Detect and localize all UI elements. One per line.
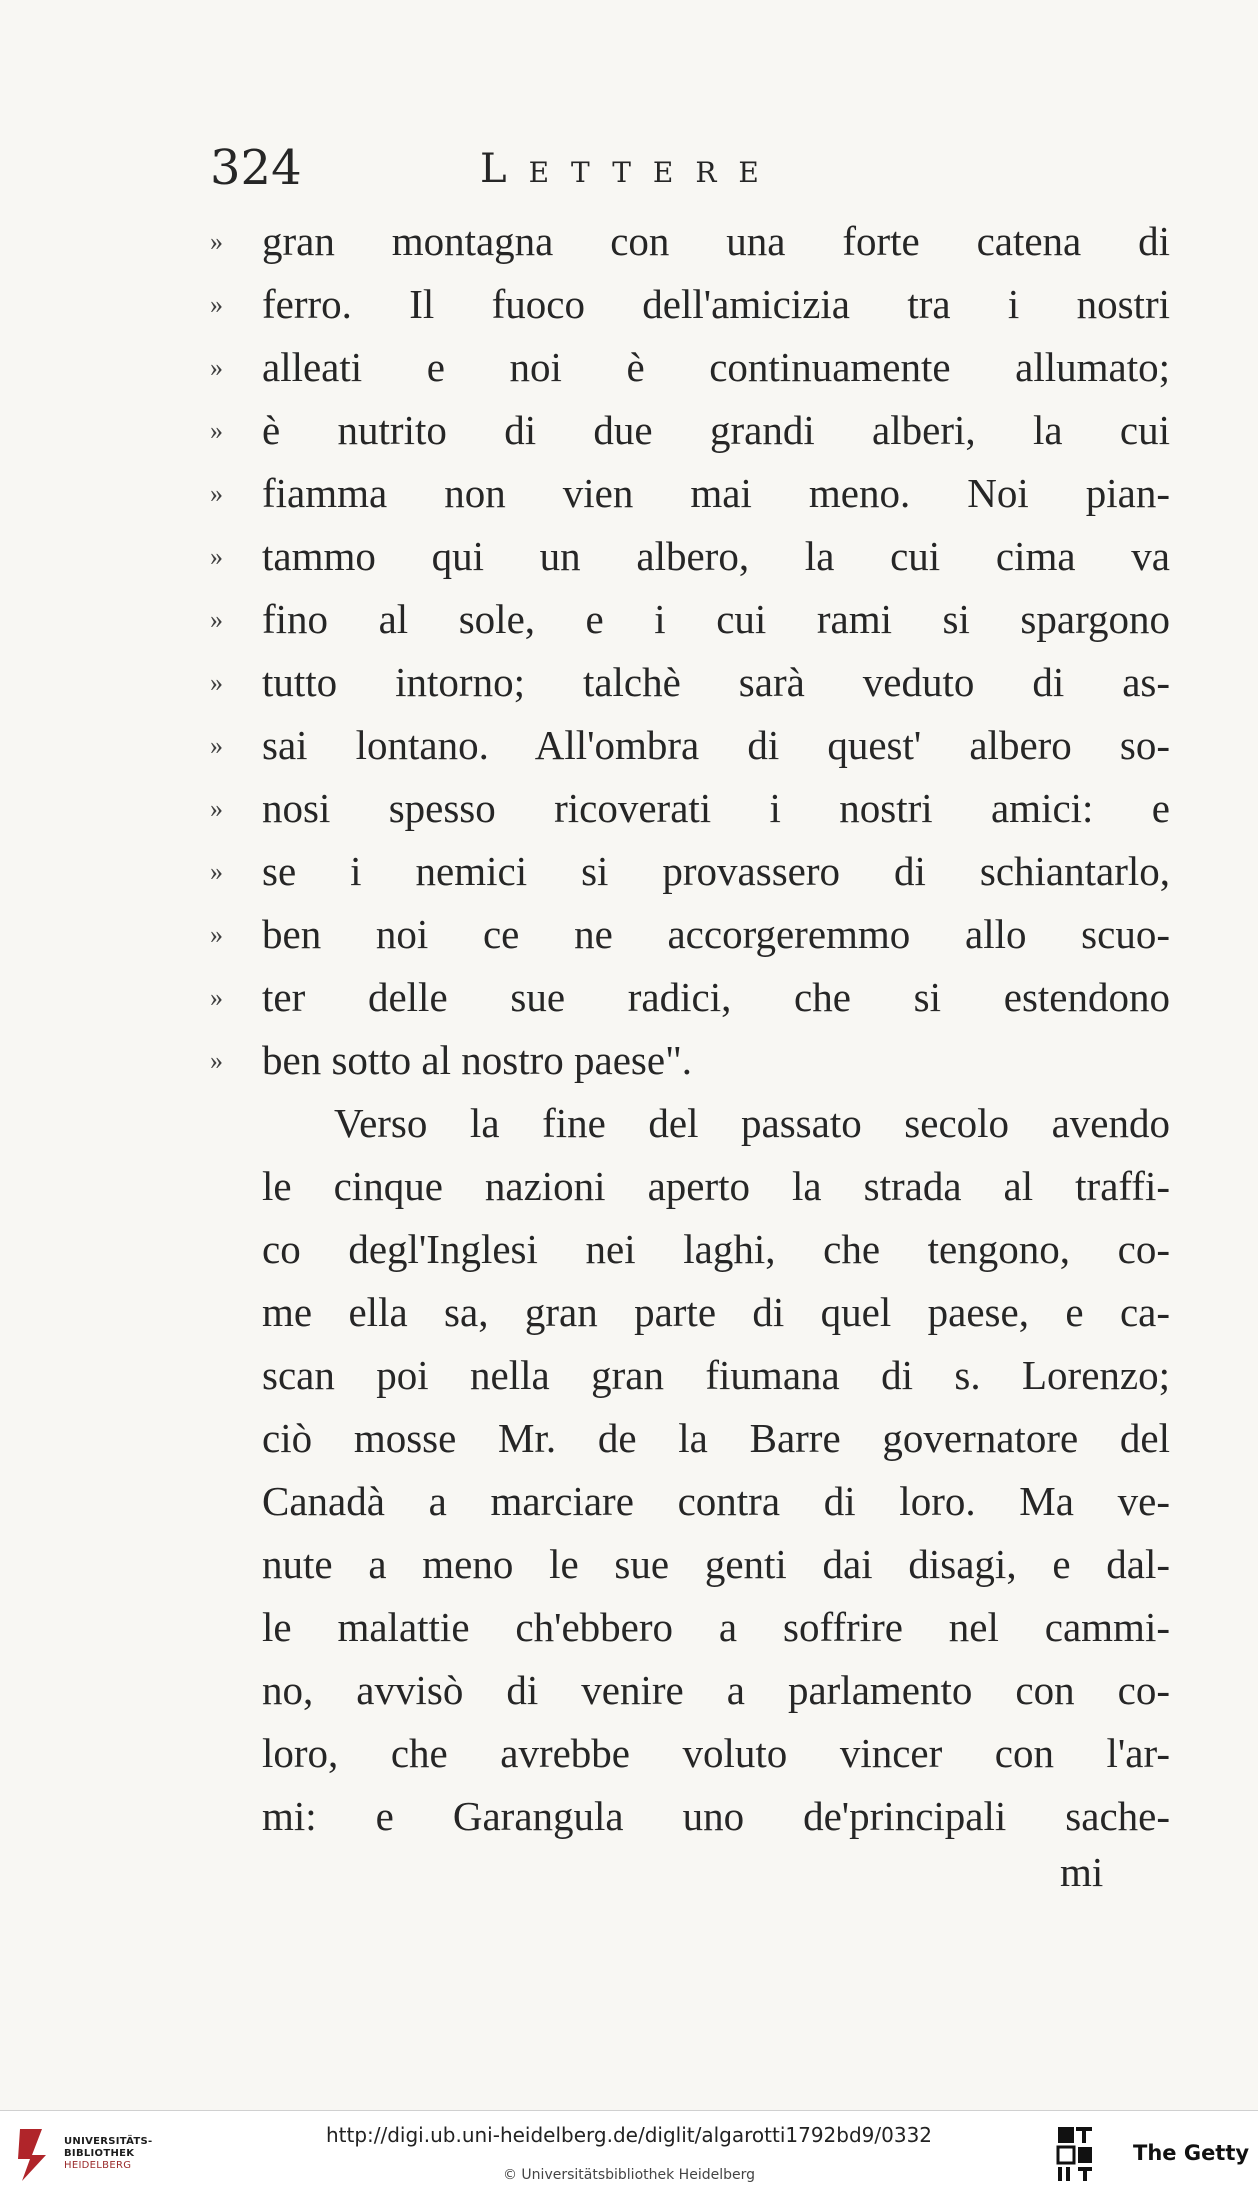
quote-mark: » bbox=[210, 542, 223, 571]
permalink-url[interactable]: http://digi.ub.uni-heidelberg.de/diglit/algarotti1792bd9/0332 bbox=[325, 2123, 933, 2147]
text-line bbox=[210, 840, 1170, 903]
quote-mark: » bbox=[210, 668, 223, 697]
quote-mark: » bbox=[210, 1046, 223, 1075]
line-text: nute a meno le sue genti dai disagi, e dal- bbox=[262, 1541, 1170, 1587]
quote-mark bbox=[210, 1533, 262, 1596]
line-text: nosi spesso ricoverati i nostri amici: e bbox=[262, 785, 1170, 831]
page-header bbox=[210, 140, 1030, 200]
quote-mark: » bbox=[210, 416, 223, 445]
running-head: Lettere bbox=[480, 146, 781, 192]
line-text: le malattie ch'ebbero a soffrire nel cammi- bbox=[262, 1604, 1170, 1650]
quote-mark: » bbox=[210, 857, 223, 886]
line-text: se i nemici si provassero di schiantarlo, bbox=[262, 848, 1170, 894]
getty-label[interactable]: The Getty bbox=[1133, 2141, 1250, 2165]
page-number: 324 bbox=[210, 140, 302, 196]
text-line bbox=[210, 525, 1170, 588]
text-line bbox=[210, 777, 1170, 840]
line-text: loro, che avrebbe voluto vincer con l'ar- bbox=[262, 1730, 1170, 1776]
quote-mark bbox=[210, 1281, 262, 1344]
quote-mark bbox=[210, 1092, 262, 1155]
quote-mark: » bbox=[210, 605, 223, 634]
quote-mark bbox=[210, 1470, 262, 1533]
getty-logo-icon[interactable] bbox=[1056, 2125, 1096, 2183]
line-text: è nutrito di due grandi alberi, la cui bbox=[262, 407, 1170, 453]
quote-mark bbox=[210, 1407, 262, 1470]
text-line bbox=[210, 903, 1170, 966]
text-line bbox=[210, 714, 1170, 777]
text-line bbox=[210, 1596, 1170, 1659]
quote-mark: » bbox=[210, 731, 223, 760]
line-text: ferro. Il fuoco dell'amicizia tra i nostri bbox=[262, 281, 1170, 327]
text-line bbox=[210, 1722, 1170, 1785]
text-line bbox=[210, 399, 1170, 462]
text-line bbox=[210, 336, 1170, 399]
quote-mark: » bbox=[210, 920, 223, 949]
line-text: ben sotto al nostro paese". bbox=[262, 1037, 693, 1083]
quote-mark bbox=[210, 1344, 262, 1407]
text-line bbox=[210, 651, 1170, 714]
text-line bbox=[210, 1281, 1170, 1344]
text-line bbox=[210, 588, 1170, 651]
text-line bbox=[210, 1470, 1170, 1533]
quote-mark bbox=[210, 1722, 262, 1785]
line-text: tammo qui un albero, la cui cima va bbox=[262, 533, 1170, 579]
text-line bbox=[210, 210, 1170, 273]
line-text: ter delle sue radici, che si estendono bbox=[262, 974, 1170, 1020]
text-line bbox=[210, 1155, 1170, 1218]
text-line bbox=[210, 1533, 1170, 1596]
text-line bbox=[210, 1785, 1170, 1848]
line-text: tutto intorno; talchè sarà veduto di as- bbox=[262, 659, 1170, 705]
text-line bbox=[210, 1092, 1170, 1155]
line-text: gran montagna con una forte catena di bbox=[262, 218, 1170, 264]
quote-mark bbox=[210, 1155, 262, 1218]
line-text: scan poi nella gran fiumana di s. Lorenzo; bbox=[262, 1352, 1170, 1398]
line-text: co degl'Inglesi nei laghi, che tengono, co- bbox=[262, 1226, 1170, 1272]
line-text: sai lontano. All'ombra di quest' albero so- bbox=[262, 722, 1170, 768]
quote-mark: » bbox=[210, 290, 223, 319]
text-line bbox=[210, 1029, 1170, 1092]
line-text: le cinque nazioni aperto la strada al traffi- bbox=[262, 1163, 1170, 1209]
text-line bbox=[210, 1218, 1170, 1281]
line-text: no, avvisò di venire a parlamento con co- bbox=[262, 1667, 1170, 1713]
text-line bbox=[210, 1407, 1170, 1470]
line-text: Verso la fine del passato secolo avendo bbox=[334, 1100, 1170, 1146]
logo-line: UNIVERSITÄTS- bbox=[64, 2136, 153, 2147]
body-text bbox=[210, 210, 1170, 1848]
line-text: alleati e noi è continuamente allumato; bbox=[262, 344, 1170, 390]
text-line bbox=[210, 966, 1170, 1029]
catchword: mi bbox=[1060, 1849, 1104, 1895]
text-line bbox=[210, 1344, 1170, 1407]
line-text: me ella sa, gran parte di quel paese, e ca- bbox=[262, 1289, 1170, 1335]
line-text: fiamma non vien mai meno. Noi pian- bbox=[262, 470, 1170, 516]
quote-mark: » bbox=[210, 353, 223, 382]
quote-mark bbox=[210, 1659, 262, 1722]
copyright-notice: © Universitätsbibliothek Heidelberg bbox=[502, 2167, 755, 2183]
text-line bbox=[210, 273, 1170, 336]
logo-line: BIBLIOTHEK bbox=[64, 2148, 135, 2159]
line-text: ciò mosse Mr. de la Barre governatore del bbox=[262, 1415, 1170, 1461]
text-line bbox=[210, 462, 1170, 525]
quote-mark: » bbox=[210, 794, 223, 823]
quote-mark bbox=[210, 1596, 262, 1659]
logo-line: HEIDELBERG bbox=[64, 2160, 132, 2171]
quote-mark: » bbox=[210, 479, 223, 508]
quote-mark bbox=[210, 1785, 262, 1848]
line-text: ben noi ce ne accorgeremmo allo scuo- bbox=[262, 911, 1170, 957]
quote-mark bbox=[210, 1218, 262, 1281]
viewer-footer bbox=[0, 2110, 1258, 2200]
text-line bbox=[210, 1659, 1170, 1722]
line-text: mi: e Garangula uno de'principali sache- bbox=[262, 1793, 1170, 1839]
line-text: fino al sole, e i cui rami si spargono bbox=[262, 596, 1170, 642]
quote-mark: » bbox=[210, 227, 223, 256]
quote-mark: » bbox=[210, 983, 223, 1012]
line-text: Canadà a marciare contra di loro. Ma ve- bbox=[262, 1478, 1170, 1524]
